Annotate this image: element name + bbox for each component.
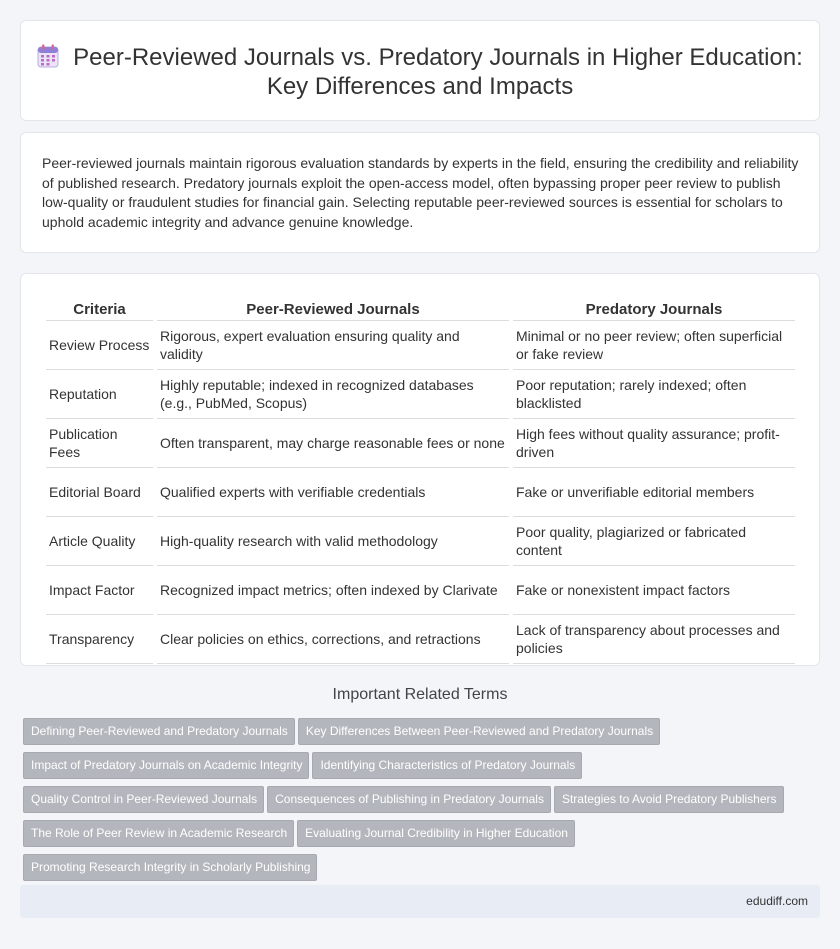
intro-card: [20, 132, 820, 253]
table-header-row: [46, 300, 795, 321]
header-criteria: Criteria: [46, 300, 153, 321]
table-row: [46, 617, 795, 664]
comparison-table: [42, 298, 799, 666]
related-term-tag[interactable]: Identifying Characteristics of Predatory Journals: [312, 752, 582, 779]
peer-reviewed-cell: Rigorous, expert evaluation ensuring quality and validity: [157, 323, 509, 370]
table-row: [46, 421, 795, 468]
related-term-tag[interactable]: Impact of Predatory Journals on Academic Integrity: [23, 752, 309, 779]
intro-paragraph: Peer-reviewed journals maintain rigorous evaluation standards by experts in the field, ensuring the credibility and reliability of published research. Predatory journals exploit the open-access model, often bypassing proper peer review to publish low-quality or fraudulent studies for financial gain. Selecting reputable peer-reviewed sources is essential for scholars to uphold academic integrity and advance genuine knowledge.: [42, 155, 799, 231]
calendar-icon: [37, 44, 59, 68]
criteria-cell: Transparency: [46, 617, 153, 664]
comparison-card: [20, 273, 820, 666]
table-row: [46, 519, 795, 566]
table-row: [46, 372, 795, 419]
header-predatory: Predatory Journals: [513, 300, 795, 321]
related-term-tag[interactable]: Promoting Research Integrity in Scholarly Publishing: [23, 854, 317, 881]
related-term-tag[interactable]: Quality Control in Peer-Reviewed Journals: [23, 786, 264, 813]
predatory-cell: High fees without quality assurance; profit-driven: [513, 421, 795, 468]
peer-reviewed-cell: Recognized impact metrics; often indexed by Clarivate: [157, 568, 509, 615]
predatory-cell: Poor reputation; rarely indexed; often blacklisted: [513, 372, 795, 419]
peer-reviewed-cell: Often transparent, may charge reasonable fees or none: [157, 421, 509, 468]
related-term-tag[interactable]: The Role of Peer Review in Academic Research: [23, 820, 294, 847]
related-term-tag[interactable]: Evaluating Journal Credibility in Higher Education: [297, 820, 575, 847]
page-title-wrap: [21, 43, 819, 101]
criteria-cell: Reputation: [46, 372, 153, 419]
header-peer-reviewed: Peer-Reviewed Journals: [157, 300, 509, 321]
related-terms-title: Important Related Terms: [332, 686, 508, 703]
criteria-cell: Editorial Board: [46, 470, 153, 517]
table-row: [46, 470, 795, 517]
criteria-cell: Article Quality: [46, 519, 153, 566]
footer-bar: [20, 885, 820, 918]
related-term-tag[interactable]: Consequences of Publishing in Predatory Journals: [267, 786, 551, 813]
predatory-cell: Fake or unverifiable editorial members: [513, 470, 795, 517]
footer-site-link[interactable]: edudiff.com: [746, 894, 808, 908]
predatory-cell: Minimal or no peer review; often superficial or fake review: [513, 323, 795, 370]
peer-reviewed-cell: Clear policies on ethics, corrections, and retractions: [157, 617, 509, 664]
page-title: Peer-Reviewed Journals vs. Predatory Journals in Higher Education: Key Differences and Impacts: [73, 44, 803, 100]
peer-reviewed-cell: High-quality research with valid methodology: [157, 519, 509, 566]
predatory-cell: Poor quality, plagiarized or fabricated content: [513, 519, 795, 566]
table-row: [46, 568, 795, 615]
criteria-cell: Publication Fees: [46, 421, 153, 468]
predatory-cell: Fake or nonexistent impact factors: [513, 568, 795, 615]
peer-reviewed-cell: Qualified experts with verifiable credentials: [157, 470, 509, 517]
criteria-cell: Impact Factor: [46, 568, 153, 615]
related-term-tag[interactable]: Strategies to Avoid Predatory Publishers: [554, 786, 784, 813]
related-term-tag[interactable]: Defining Peer-Reviewed and Predatory Journals: [23, 718, 295, 745]
header-card: [20, 20, 820, 121]
peer-reviewed-cell: Highly reputable; indexed in recognized databases (e.g., PubMed, Scopus): [157, 372, 509, 419]
table-row: [46, 323, 795, 370]
related-term-tag[interactable]: Key Differences Between Peer-Reviewed and Predatory Journals: [298, 718, 660, 745]
predatory-cell: Lack of transparency about processes and policies: [513, 617, 795, 664]
criteria-cell: Review Process: [46, 323, 153, 370]
related-terms-list: [23, 718, 823, 888]
